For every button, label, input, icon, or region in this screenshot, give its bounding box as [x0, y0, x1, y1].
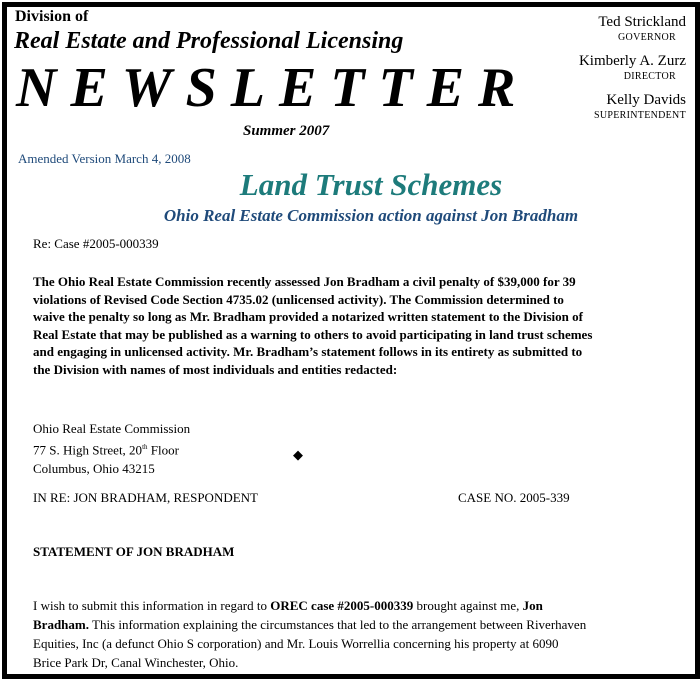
address-line: Columbus, Ohio 43215: [33, 461, 155, 477]
official-title: DIRECTOR: [623, 71, 676, 82]
commission-address: [33, 419, 190, 478]
intro-paragraph: The Ohio Real Estate Commission recently assessed Jon Bradham a civil penalty of $39,000 for 39 violations of Revised Code Section 4735.02 (unlicensed activity). The Commission determined to waive the penalty so long as Mr. Bradham provided a notarized written statement to the Division of Real Estate that may be published as a warning to others to avoid participating in land trust schemes and engaging in unlicensed activity. Mr. Bradham’s statement follows in its entirety as submitted to the Division with names of most individuals and entities redacted:: [33, 274, 593, 377]
official-name: Kimberly A. Zurz: [578, 53, 686, 69]
diamond-bullet-icon: ◆: [293, 447, 303, 462]
newsletter-page: [2, 2, 700, 679]
issue-season: Summer 2007: [243, 123, 330, 139]
statement-heading: STATEMENT OF JON BRADHAM: [33, 544, 235, 559]
address-line: 77 S. High Street, 20th Floor: [33, 442, 179, 458]
amended-version-note: Amended Version March 4, 2008: [18, 151, 191, 166]
address-line: Ohio Real Estate Commission: [33, 421, 191, 436]
in-re-line: IN RE: JON BRADHAM, RESPONDENT: [33, 490, 258, 505]
division-name: Real Estate and Professional Licensing: [14, 28, 404, 54]
case-number: CASE NO. 2005-339: [458, 490, 570, 505]
official-name: Kelly Davids: [606, 92, 686, 108]
newsletter-title: NEWSLETTER: [16, 57, 530, 119]
statement-paragraph: I wish to submit this information in regard to OREC case #2005-000339 brought against me, Jon Bradham. This information explaining the circumstances that led to the arrangement between Riverhaven Equities, Inc (a defunct Ohio S corporation) and Mr. Louis Worrellia concerning his property at 6090 Brice Park Dr, Canal Winchester, Ohio.: [33, 598, 587, 670]
division-label: Division of: [15, 8, 89, 25]
official-name: Ted Strickland: [598, 14, 686, 30]
article-headline: Land Trust Schemes: [239, 167, 503, 202]
case-reference: Re: Case #2005-000339: [33, 236, 159, 251]
official-title: SUPERINTENDENT: [594, 110, 686, 121]
officials-list: [526, 13, 686, 130]
article-subheadline: Ohio Real Estate Commission action against Jon Bradham: [163, 206, 579, 225]
official-title: GOVERNOR: [618, 32, 676, 43]
